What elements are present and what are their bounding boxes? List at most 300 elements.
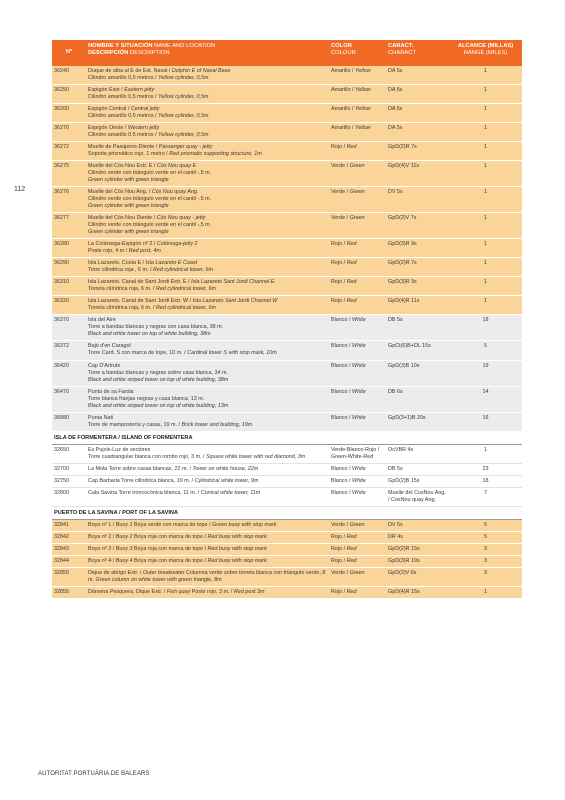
name-en: Western jetty	[127, 125, 160, 132]
description-line	[88, 170, 327, 177]
colour-en: Red	[346, 534, 357, 541]
name-line	[88, 343, 327, 350]
description-en: Red buoy with stop mark	[207, 534, 267, 541]
light-colour	[329, 213, 386, 239]
light-range: 3	[449, 568, 522, 587]
description-line	[88, 324, 327, 331]
light-characteristic: GpD(4)R 15s	[386, 587, 449, 599]
light-characteristic: OcVBR 4s	[386, 444, 449, 463]
name-line	[88, 490, 327, 497]
colour-en: White	[351, 414, 366, 421]
light-colour	[329, 463, 386, 475]
light-number: 36470	[52, 386, 86, 412]
section-savina-row	[52, 506, 522, 519]
colour-es: Rojo /	[331, 260, 347, 267]
light-range: 1	[449, 66, 522, 85]
header-color-es: COLOR	[331, 43, 352, 49]
light-number: 36240	[52, 66, 86, 85]
table-row	[52, 123, 522, 142]
name-description	[86, 296, 329, 315]
name-line	[88, 163, 327, 170]
table-row	[52, 66, 522, 85]
light-colour	[329, 239, 386, 258]
description-es: Cilindro verde con triángulo verde en el cantil -,5 m.	[88, 170, 212, 177]
name-es: La Colársega-Espigón nº 2 /	[88, 241, 157, 248]
colour-es: Amarillo /	[331, 87, 355, 94]
light-characteristic: DR 4s	[386, 532, 449, 544]
name-es: Dársena Pesquera. Dique Extr. /	[88, 589, 167, 596]
colour-en: Red	[346, 260, 357, 267]
name-description	[86, 341, 329, 360]
name-es: Isla Lazareto. Costa E /	[88, 260, 146, 267]
page-number: 112	[14, 186, 26, 193]
name-line	[88, 478, 327, 485]
name-es: Cap Barbaria Torre cilíndrica blanca, 19 m. /	[88, 477, 195, 484]
light-characteristic: DV 5s	[386, 187, 449, 213]
lights-table	[52, 40, 522, 599]
light-colour	[329, 360, 386, 386]
light-characteristic: GpD(3)R 19s	[386, 556, 449, 568]
description-es: Torre Card. S con marca de tope, 10 m. /	[88, 350, 188, 357]
colour-en: White	[351, 489, 366, 496]
name-description	[86, 258, 329, 277]
name-line	[88, 522, 327, 529]
light-range: 5	[449, 341, 522, 360]
description-en: Red buoy with stop mark	[207, 546, 267, 553]
header-char	[386, 40, 449, 66]
name-en: Buoy 4	[115, 558, 133, 565]
table-row	[52, 556, 522, 568]
name-es: La Mola Torre sobre casas blancas, 22 m. /	[88, 465, 193, 472]
name-line	[88, 68, 327, 75]
table-header-row	[52, 40, 522, 66]
light-number: 36320	[52, 296, 86, 315]
description-es: Cilindro verde con triángulo verde en el cantil -,5 m.	[88, 222, 212, 229]
description-line	[88, 350, 327, 357]
colour-es: Verde-Blanco-Rojo / Green-White-Red	[331, 446, 380, 460]
light-colour	[329, 412, 386, 431]
header-color	[329, 40, 386, 66]
description-es: Torre blanca franjas negras y casa blanca, 13 m.	[88, 395, 205, 402]
name-en: Isla Lazareto Sant Jordi Channel E.	[191, 279, 276, 286]
light-colour	[329, 587, 386, 599]
name-description	[86, 532, 329, 544]
light-range: 1	[449, 296, 522, 315]
name-description	[86, 187, 329, 213]
name-es: Boya nº 1 /	[88, 522, 116, 529]
light-range: 3	[449, 556, 522, 568]
name-es: Muelle del Cós Nou Ang. /	[88, 189, 152, 196]
light-number: 36277	[52, 213, 86, 239]
name-description	[86, 142, 329, 161]
name-es: Boya nº 3 /	[88, 546, 116, 553]
description-line	[88, 151, 327, 158]
colour-en: White	[351, 362, 366, 369]
light-number: 36420	[52, 360, 86, 386]
table-row	[52, 386, 522, 412]
name-en: Dolphin E of Naval Base	[171, 68, 231, 74]
name-line	[88, 558, 327, 565]
colour-en: Red	[346, 144, 357, 151]
light-number: 32844	[52, 556, 86, 568]
table-row	[52, 142, 522, 161]
description-en-line: Green cylinder with green triangle	[88, 203, 169, 210]
table-row	[52, 213, 522, 239]
description-es: Boya verde con marca de tope /	[132, 522, 212, 529]
section-formentera-row	[52, 431, 522, 444]
light-colour	[329, 315, 386, 341]
light-colour	[329, 296, 386, 315]
colour-es: Rojo /	[331, 589, 347, 596]
description-es: Boya roja con marca de tope /	[132, 546, 208, 553]
light-colour	[329, 544, 386, 556]
name-description	[86, 568, 329, 587]
name-description	[86, 556, 329, 568]
description-es: Boya roja con marca de tope /	[132, 534, 208, 541]
name-es: Es Pujols-Luz de sectores	[88, 446, 151, 453]
colour-en: Red	[346, 546, 357, 553]
header-range	[449, 40, 522, 66]
light-range: 3	[449, 544, 522, 556]
description-en: Brick tower and building, 19m	[181, 421, 253, 428]
colour-en: White	[351, 388, 366, 395]
light-characteristic: DV 5s	[386, 520, 449, 532]
name-en: Eastern jetty	[124, 87, 155, 94]
description-es: Torreta cilíndrica roja, 6 m. /	[88, 305, 157, 312]
light-colour	[329, 258, 386, 277]
name-description	[86, 412, 329, 431]
light-range: 1	[449, 161, 522, 187]
name-line	[88, 570, 327, 584]
name-description	[86, 161, 329, 187]
light-colour	[329, 123, 386, 142]
colour-en: Green	[349, 570, 365, 577]
name-en: Cós Nou quay Ang.	[151, 189, 199, 196]
light-colour	[329, 104, 386, 123]
light-colour	[329, 142, 386, 161]
colour-en: Yellow	[354, 68, 371, 74]
name-es: Duque de alba al E de Est. Naval /	[88, 68, 172, 74]
name-line	[88, 534, 327, 541]
name-description	[86, 315, 329, 341]
light-number: 36880	[52, 412, 86, 431]
light-range: 18	[449, 475, 522, 487]
description-es: Poste rojo, 3 m. /	[190, 589, 234, 596]
colour-es: Amarillo /	[331, 68, 355, 74]
light-characteristic: DA 5s	[386, 85, 449, 104]
light-colour	[329, 386, 386, 412]
name-es: Boya nº 2 /	[88, 534, 116, 541]
light-colour	[329, 520, 386, 532]
name-es: Muelle del Cós Nou Diente /	[88, 215, 157, 222]
light-colour	[329, 444, 386, 463]
colour-es: Verde /	[331, 163, 350, 170]
light-characteristic: DA 5s	[386, 104, 449, 123]
description-es: Cilindro amarillo 0,5 metros /	[88, 132, 159, 139]
colour-es: Rojo /	[331, 558, 347, 565]
name-es: Boya nº 4 /	[88, 558, 116, 565]
description-en: Red buoy with stop mark	[207, 558, 267, 565]
light-colour	[329, 277, 386, 296]
light-range: 1	[449, 239, 522, 258]
colour-es: Blanco /	[331, 489, 352, 496]
light-range: 1	[449, 142, 522, 161]
colour-en: Red	[346, 589, 357, 596]
light-colour	[329, 556, 386, 568]
description-en: Yellow cylinder, 0,5m	[158, 94, 209, 101]
description-line	[88, 267, 327, 274]
description-en: Red cylindrical tower, 6m	[156, 305, 216, 312]
light-characteristic: GpD(4)V 11s	[386, 161, 449, 187]
light-number: 36370	[52, 315, 86, 341]
colour-es: Rojo /	[331, 144, 347, 151]
light-range: 1	[449, 444, 522, 463]
light-characteristic: GpD(3)R 9s	[386, 239, 449, 258]
colour-es: Blanco /	[331, 388, 352, 395]
name-line	[88, 589, 327, 596]
light-range: 1	[449, 213, 522, 239]
colour-es: Verde /	[331, 570, 350, 577]
table-row	[52, 239, 522, 258]
name-en: Outer breakwater	[142, 570, 185, 577]
light-characteristic: GpD(4)R 11s	[386, 296, 449, 315]
light-colour	[329, 475, 386, 487]
name-description	[86, 386, 329, 412]
light-range: 1	[449, 85, 522, 104]
name-es: Dique de abrigo Extr. /	[88, 570, 143, 577]
name-es: Espigón Este /	[88, 87, 125, 94]
header-range-en: RANGE (MILES)	[463, 50, 508, 57]
light-number: 36372	[52, 341, 86, 360]
header-char-en: CHARACT.	[388, 50, 417, 57]
description-line	[88, 454, 327, 461]
name-line	[88, 447, 327, 454]
name-description	[86, 475, 329, 487]
colour-en: Yellow	[354, 87, 371, 94]
colour-es: Rojo /	[331, 279, 347, 286]
name-line	[88, 241, 327, 248]
name-line	[88, 279, 327, 286]
name-es: Espigón Central /	[88, 106, 131, 113]
description-en: Red cylindrical tower, 6m	[156, 286, 216, 293]
name-description	[86, 213, 329, 239]
header-desc-es: DESCRIPCIÓN	[88, 50, 129, 57]
name-line	[88, 466, 327, 473]
description-en: Red post 3m	[233, 589, 265, 596]
table-row	[52, 296, 522, 315]
name-es: Muelle de Pasajeros-Diente /	[88, 144, 159, 151]
name-es: Punta de sa Farola	[88, 388, 134, 395]
light-colour	[329, 487, 386, 506]
description-line	[88, 132, 327, 139]
table-row	[52, 187, 522, 213]
description-es: Torre cuadrangular blanca con rombo rojo, 3 m. /	[88, 453, 207, 460]
header-name-en: NAME AND LOCATION	[154, 43, 216, 49]
name-es: Isla Lazareto. Canal de Sant Jordi Extr. E /	[88, 279, 192, 286]
light-range: 1	[449, 258, 522, 277]
name-description	[86, 66, 329, 85]
light-characteristic: GpD(2)V 7s	[386, 213, 449, 239]
light-number: 36290	[52, 258, 86, 277]
name-line	[88, 389, 327, 396]
table-row	[52, 360, 522, 386]
description-es: Cilindro amarillo 0,5 metros /	[88, 113, 159, 120]
colour-es: Verde /	[331, 215, 350, 222]
colour-en: Yellow	[354, 125, 371, 132]
colour-en: White	[351, 343, 366, 350]
name-description	[86, 85, 329, 104]
name-description	[86, 587, 329, 599]
light-characteristic: DB 5s	[386, 463, 449, 475]
header-color-en: COLOUR	[331, 50, 356, 57]
light-number: 32843	[52, 544, 86, 556]
description-line	[88, 75, 327, 82]
name-description	[86, 444, 329, 463]
name-description	[86, 360, 329, 386]
name-es: Espigón Oeste /	[88, 125, 128, 132]
light-colour	[329, 568, 386, 587]
name-line	[88, 215, 327, 222]
table-row	[52, 463, 522, 475]
name-en: Cós Nou quay - jetty	[156, 215, 206, 222]
colour-es: Blanco /	[331, 465, 352, 472]
colour-es: Rojo /	[331, 534, 347, 541]
colour-en: Red	[346, 279, 357, 286]
table-row	[52, 161, 522, 187]
description-en: Square white tower with red diamond, 3m	[206, 453, 306, 460]
light-characteristic: GpD(3)B 10s	[386, 360, 449, 386]
colour-es: Rojo /	[331, 241, 347, 248]
description-es: Torre cilíndrica roja , 6 m. /	[88, 267, 154, 274]
name-en: Buoy 3	[115, 546, 133, 553]
colour-en: Red	[346, 241, 357, 248]
table-row	[52, 568, 522, 587]
light-range: 1	[449, 587, 522, 599]
light-characteristic: GpCt(6)B+DL 15s	[386, 341, 449, 360]
table-row	[52, 412, 522, 431]
name-line	[88, 260, 327, 267]
name-en: Conical white tower, 11m	[200, 489, 261, 496]
description-line	[88, 286, 327, 293]
description-es: Torre a bandas blancas y negras con casa blanca, 38 m.	[88, 324, 224, 331]
name-line	[88, 363, 327, 370]
name-es: Cala Savina Torre troncocónica blanca, 11 m. /	[88, 489, 201, 496]
light-characteristic: GpD(2)R 15s	[386, 544, 449, 556]
light-number: 32855	[52, 587, 86, 599]
colour-es: Rojo /	[331, 298, 347, 305]
light-colour	[329, 187, 386, 213]
light-colour	[329, 532, 386, 544]
light-number: 32850	[52, 568, 86, 587]
light-range: 7	[449, 487, 522, 506]
light-range: 1	[449, 104, 522, 123]
name-en: Cós Nou quay E	[156, 163, 197, 170]
colour-en: Yellow	[354, 106, 371, 113]
description-en: Red cylindrical tower, 6m	[153, 267, 213, 274]
description-line	[88, 113, 327, 120]
name-en: Cylindrical white tower, 9m	[194, 477, 259, 484]
light-number: 36250	[52, 85, 86, 104]
name-description	[86, 463, 329, 475]
name-description	[86, 239, 329, 258]
description-es: Cilindro amarillo 0,5 metros /	[88, 94, 159, 101]
light-characteristic: GpD(3+1)B 20s	[386, 412, 449, 431]
light-colour	[329, 341, 386, 360]
table-row	[52, 315, 522, 341]
light-number: 32800	[52, 487, 86, 506]
table-row	[52, 341, 522, 360]
light-range: 1	[449, 187, 522, 213]
colour-en: Green	[349, 215, 365, 222]
name-es: Muelle del Cós Nou Extr. E /	[88, 163, 157, 170]
colour-en: Green	[349, 189, 365, 196]
header-name	[86, 40, 329, 66]
name-description	[86, 123, 329, 142]
description-en: Green column on white tower with green triangle, 8m	[95, 577, 222, 584]
name-line	[88, 144, 327, 151]
description-line	[88, 248, 327, 255]
light-characteristic: DA 5s	[386, 123, 449, 142]
description-en-line: Green cylinder with green triangle	[88, 177, 169, 184]
colour-es: Verde /	[331, 189, 350, 196]
light-range: 16	[449, 412, 522, 431]
colour-es: Blanco /	[331, 317, 352, 324]
table-row	[52, 532, 522, 544]
description-en: Yellow cylinder, 0,5m	[158, 75, 209, 82]
name-description	[86, 520, 329, 532]
description-line	[88, 305, 327, 312]
table-row	[52, 444, 522, 463]
name-description	[86, 277, 329, 296]
name-en: Fish quay	[166, 589, 191, 596]
description-en-line: Black and white striped tower on top of white building, 38m	[88, 376, 229, 383]
light-characteristic: GpD(3)R 9s	[386, 277, 449, 296]
colour-es: Blanco /	[331, 477, 352, 484]
light-number: 32650	[52, 444, 86, 463]
table-row	[52, 587, 522, 599]
name-line	[88, 87, 327, 94]
description-line	[88, 396, 327, 403]
light-number: 32841	[52, 520, 86, 532]
light-range: 5	[449, 520, 522, 532]
name-line	[88, 189, 327, 196]
description-es: Soporte prismático rojo. 1 metro /	[88, 151, 170, 158]
light-colour	[329, 85, 386, 104]
light-number: 36260	[52, 104, 86, 123]
name-en: Isla Lazareto E Coast	[145, 260, 198, 267]
light-range: 1	[449, 123, 522, 142]
table-row	[52, 475, 522, 487]
colour-es: Blanco /	[331, 362, 352, 369]
description-line	[88, 196, 327, 203]
description-en: Red post, 4m	[128, 248, 161, 255]
table-row	[52, 104, 522, 123]
colour-en: White	[351, 317, 366, 324]
colour-en: White	[351, 477, 366, 484]
header-char-es: CARACT.	[388, 43, 414, 49]
description-es: Columna verde sobre torreta blanca con triángulo verde, 8 m.	[88, 570, 326, 584]
name-es: Cap D'Artrutx	[88, 362, 121, 369]
name-es: Isla Lazareto. Canal de Sant Jordi Extr. W /	[88, 298, 193, 305]
description-en-line: Green cylinder with green triangle	[88, 229, 169, 236]
table-row	[52, 85, 522, 104]
description-en: Yellow cylinder, 0,5m	[158, 132, 209, 139]
light-characteristic: DB 6s	[386, 386, 449, 412]
colour-en: Green	[349, 163, 365, 170]
description-es: Boya roja con marca de tope /	[132, 558, 208, 565]
light-characteristic: Muelle del CosNou Ang. / CosNou quay Ang.	[386, 487, 449, 506]
description-es: Cilindro verde con triángulo verde en el cantil -,5 m.	[88, 196, 212, 203]
